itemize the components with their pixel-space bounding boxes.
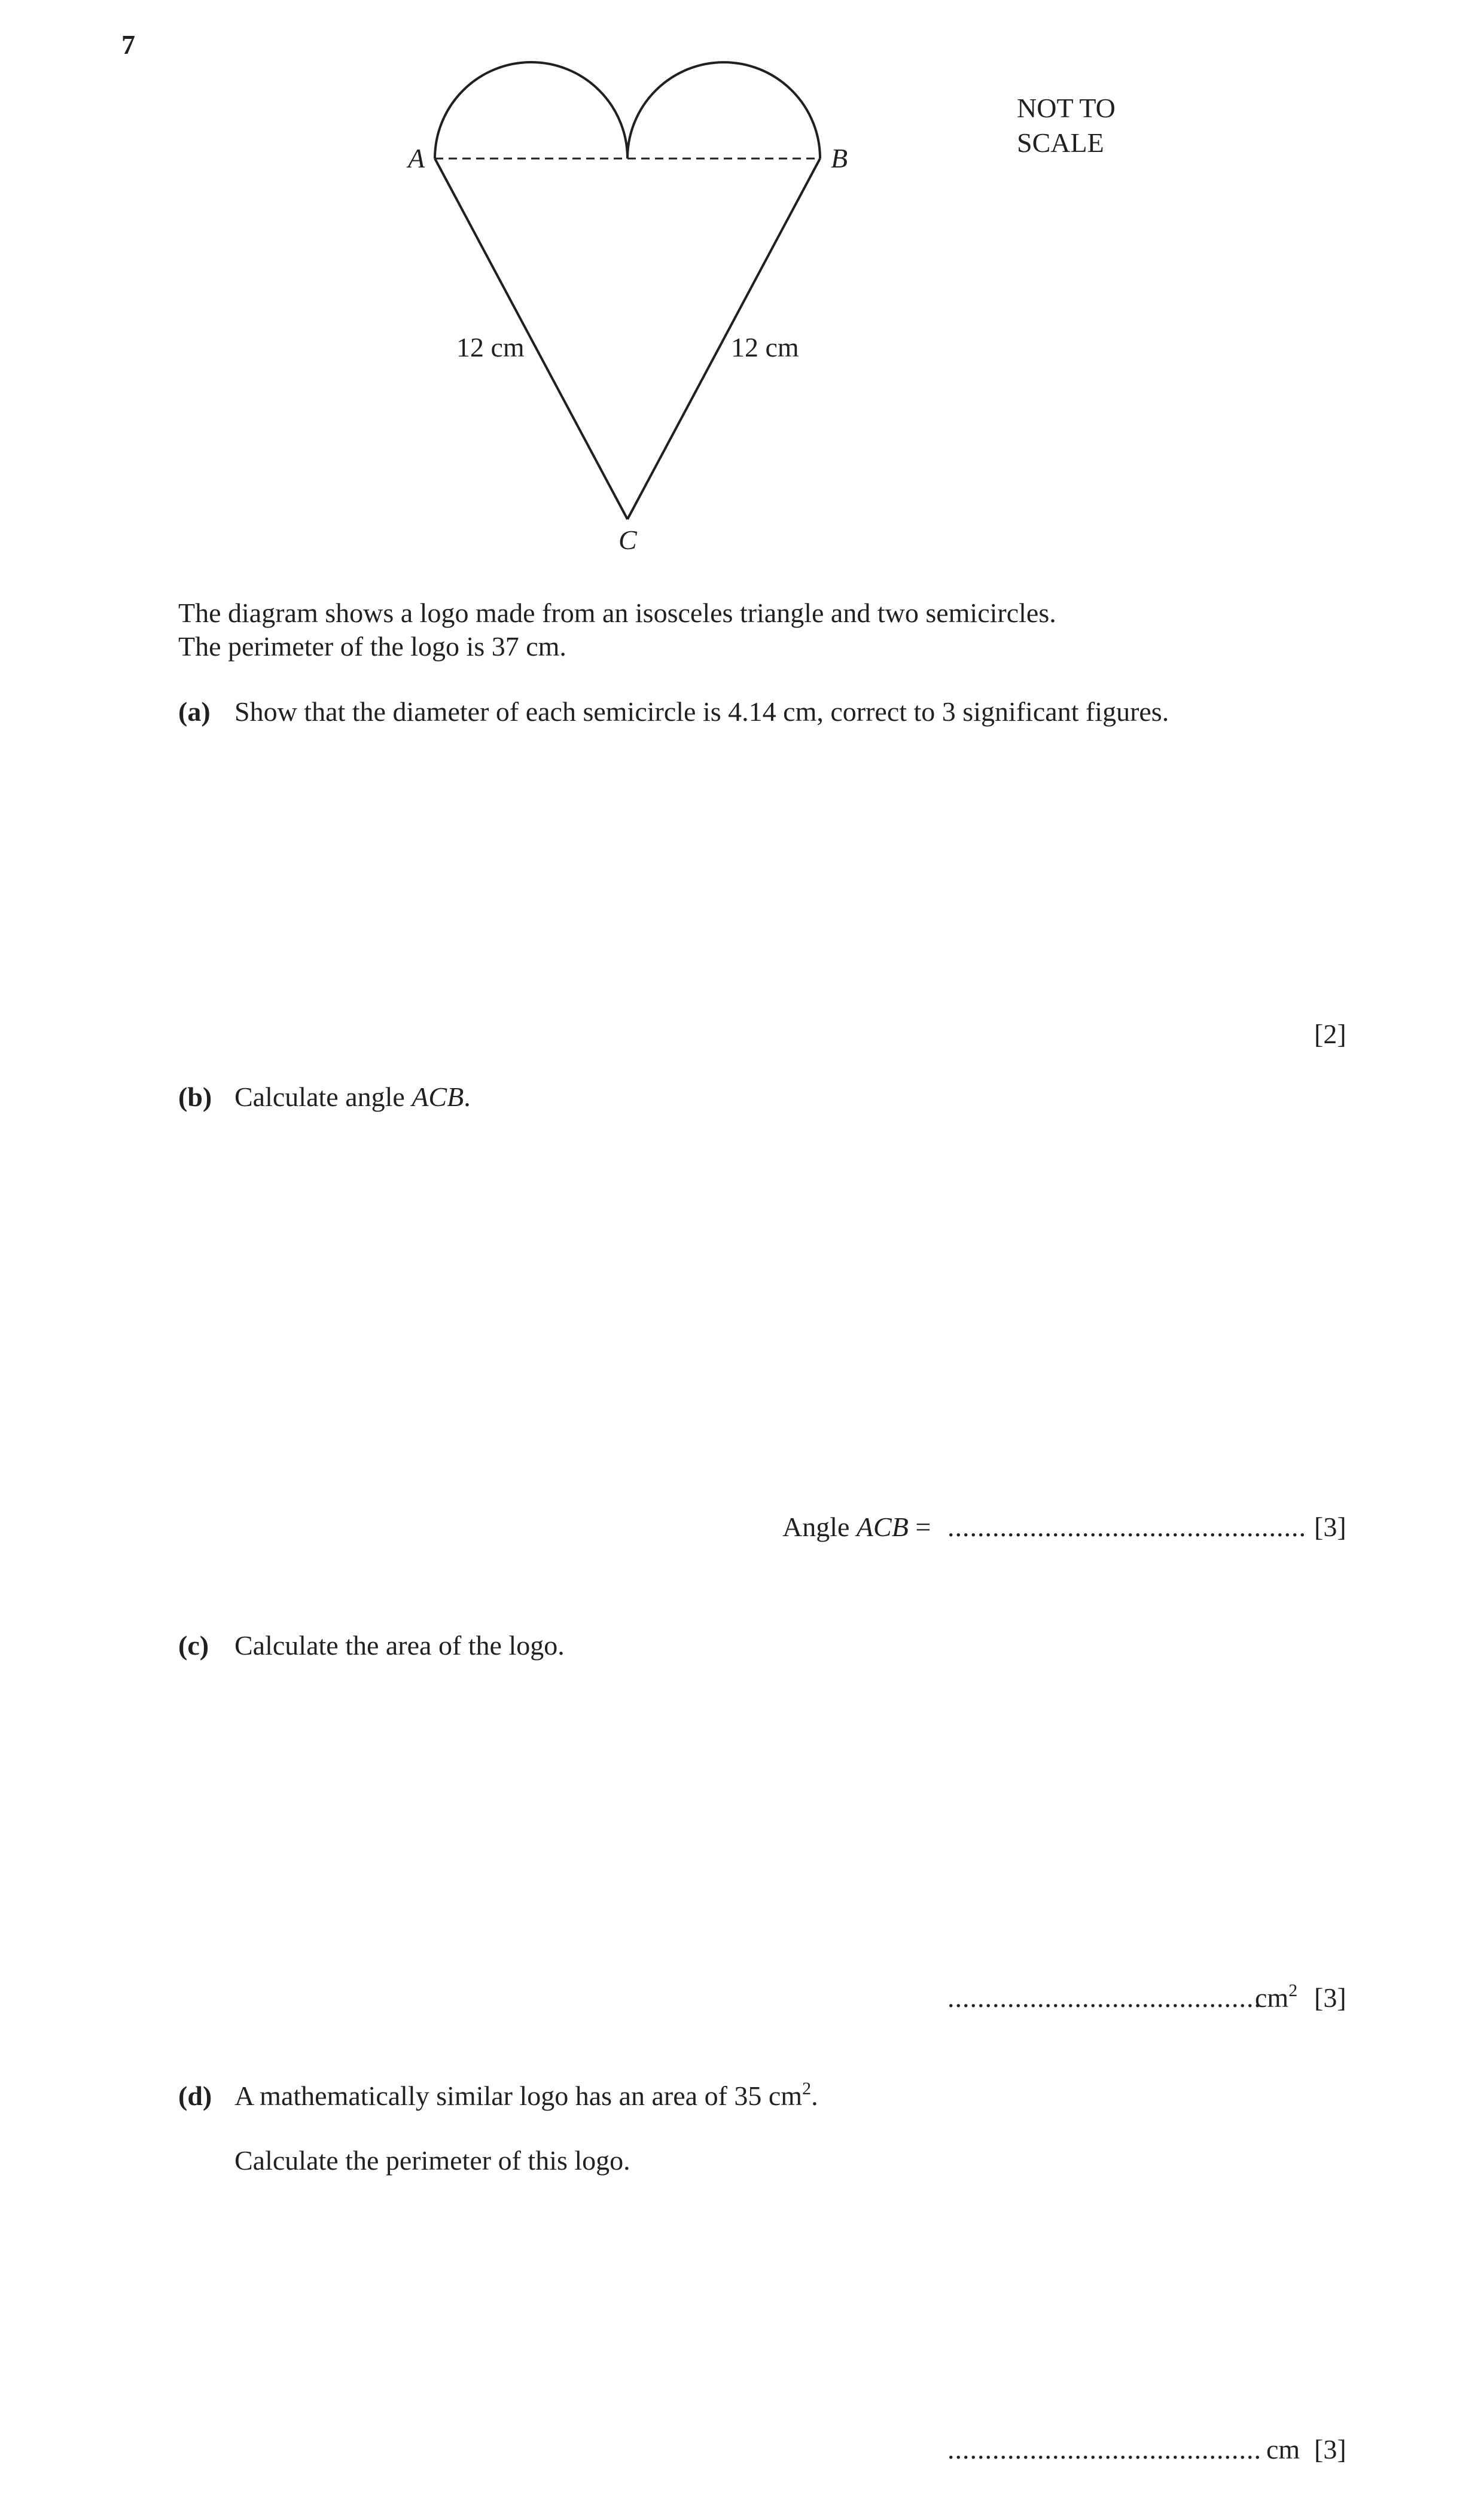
part-d-text-2: Calculate the perimeter of this logo. [234, 2145, 630, 2176]
part-a-label: (a) [178, 696, 211, 727]
side-ac-label: 12 cm [456, 332, 525, 363]
part-b-answer [782, 1510, 938, 1544]
not-to-scale-line1: NOT TO [1017, 93, 1116, 123]
vertex-b-label: B [831, 143, 848, 173]
part-b-label: (b) [178, 1082, 212, 1112]
part-d-text-after: . [811, 2081, 818, 2111]
part-d-text [234, 2079, 818, 2113]
logo-diagram [0, 0, 1484, 598]
part-b-answer-line[interactable]: ................................................ [947, 1512, 1306, 1542]
question-number: 7 [121, 29, 135, 60]
part-c-label: (c) [178, 1630, 209, 1661]
part-d-label: (d) [178, 2081, 212, 2111]
part-b-text-before: Calculate angle [234, 1082, 412, 1112]
side-bc-label: 12 cm [731, 332, 799, 363]
part-a-marks: [2] [1314, 1019, 1346, 1049]
part-b-text [234, 1080, 471, 1114]
vertex-a-label: A [408, 143, 425, 173]
part-b-answer-prefix: Angle [782, 1512, 857, 1542]
part-c-marks: [3] [1314, 1982, 1346, 2013]
part-c-unit-base: cm [1255, 1982, 1289, 2013]
part-c-text: Calculate the area of the logo. [234, 1630, 565, 1661]
part-a-text: Show that the diameter of each semicircle is 4.14 cm, correct to 3 significant figures. [234, 696, 1169, 727]
part-d-unit: cm [1266, 2434, 1300, 2465]
part-b-text-after: . [464, 1082, 471, 1112]
part-b-answer-var: ACB [856, 1512, 909, 1542]
part-b-answer-equals: = [908, 1512, 938, 1542]
part-c-answer-line[interactable]: .......................................... [947, 1982, 1261, 2013]
part-d-text-power: 2 [802, 2078, 812, 2098]
right-semicircle [627, 62, 820, 159]
intro-line-1: The diagram shows a logo made from an isosceles triangle and two semicircles. [178, 598, 1056, 628]
intro-line-2: The perimeter of the logo is 37 cm. [178, 631, 566, 662]
part-b-text-var: ACB [412, 1082, 464, 1112]
left-semicircle [435, 62, 627, 159]
part-c-unit-power: 2 [1288, 1980, 1298, 2000]
part-b-marks: [3] [1314, 1512, 1346, 1542]
part-c-unit [1255, 1981, 1297, 2015]
vertex-c-label: C [618, 525, 637, 555]
not-to-scale-line2: SCALE [1017, 127, 1104, 158]
part-d-answer-line[interactable]: .......................................... [947, 2434, 1261, 2465]
part-d-text-before: A mathematically similar logo has an area of 35 cm [234, 2081, 803, 2111]
part-d-marks: [3] [1314, 2434, 1346, 2465]
